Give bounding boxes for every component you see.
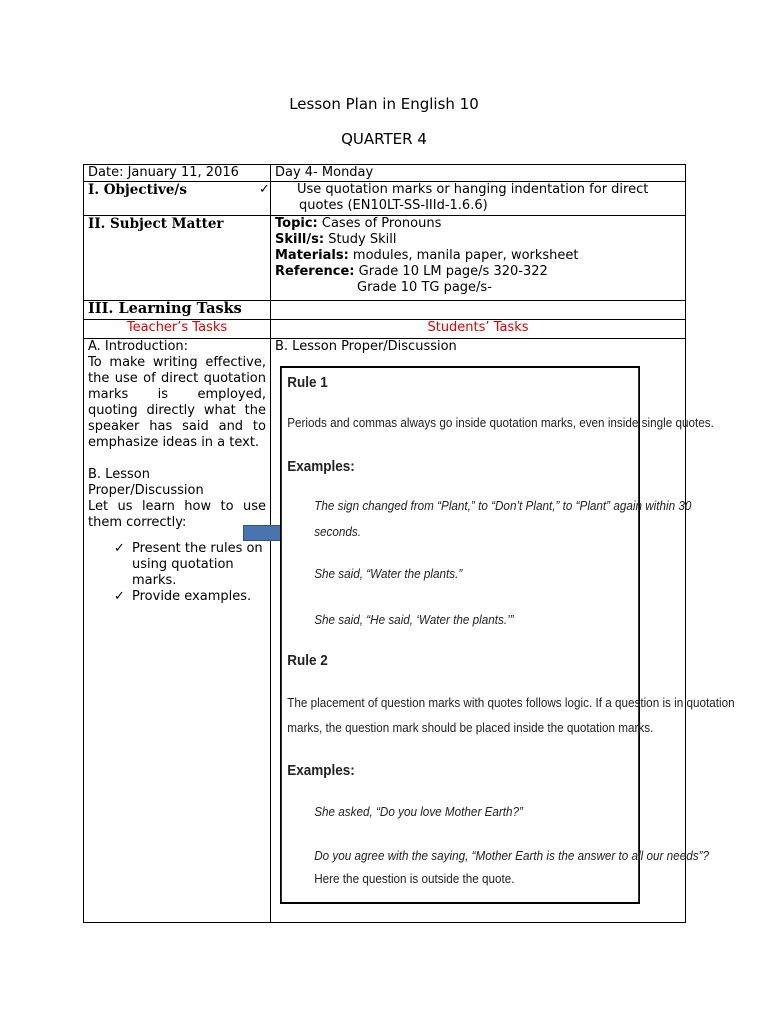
teachers-tasks-header: Teacher’s Tasks [84,320,271,339]
rules-image [280,366,735,904]
intro-heading: A. Introduction: [88,339,189,354]
reference-label: Reference: [275,264,355,279]
lesson-heading-left: B. Lesson Proper/Discussion [88,467,204,498]
learning-tasks-label: III. Learning Tasks [88,300,242,317]
lesson-heading-right: B. Lesson Proper/Discussion [275,339,457,354]
objective-cell [259,182,686,216]
materials-line [275,248,681,264]
task-text: Present the rules on using quotation marks. [132,541,263,588]
rule1-example1-line1: The sign changed from “Plant,” to “Don’t Plant,” to “Plant” again within 30 [314,498,692,513]
check-icon: ✓ [114,589,125,604]
rule2-example2-line1: Do you agree with the saying, “Mother Earth is the answer to all our needs”? [314,848,709,863]
document-title: Lesson Plan in English 10 [289,95,479,113]
objective-text: Use quotation marks or hanging indentation for direct quotes (EN10LT-SS-IIId-1.6.6) [297,182,649,213]
topic-line [275,216,681,232]
reference-value-1: Grade 10 LM page/s 320-322 [358,264,548,279]
rule1-example1-line2: seconds. [314,524,362,539]
rule1-example2: She said, “Water the plants.” [314,566,463,581]
rule1-example3: She said, “He said, ‘Water the plants.’” [314,612,514,627]
task-list [88,541,266,605]
subject-label: II. Subject Matter [88,216,224,232]
learning-tasks-cell [84,301,271,320]
topic-label: Topic: [275,216,318,231]
task-text: Provide examples. [132,589,252,604]
rule1-title: Rule 1 [287,374,328,391]
skill-value: Study Skill [328,232,397,247]
arrow-shape [243,525,281,541]
date-cell: Date: January 11, 2016 [84,165,271,182]
empty-cell [271,301,686,320]
intro-text: To make writing effective, the use of direct quotation marks is employed, quoting directly what the speaker has said and to emphasize ideas in a text. [88,355,266,450]
subject-cell [271,216,686,301]
quarter-title: QUARTER 4 [341,130,427,148]
list-item [114,541,266,589]
rule2-example1: She asked, “Do you love Mother Earth?” [314,804,523,819]
reference-line-2: Grade 10 TG page/s- [357,280,492,295]
rule1-text: Periods and commas always go inside quotation marks, even inside single quotes. [287,415,714,430]
topic-value: Cases of Pronouns [321,216,442,231]
list-item [114,589,266,605]
materials-label: Materials: [275,248,349,263]
day-cell: Day 4- Monday [271,165,686,182]
objective-label-cell [84,182,271,216]
rule2-title: Rule 2 [287,652,328,669]
lesson-text: Let us learn how to use them correctly: [88,499,266,530]
check-icon: ✓ [259,182,270,197]
rule2-text-line2: marks, the question mark should be placed inside the quotation marks. [287,720,654,735]
rule2-text-line1: The placement of question marks with quotes follows logic. If a question is in quotation [287,695,735,710]
objective-label: I. Objective/s [88,182,187,198]
examples-label-2: Examples: [287,762,355,779]
reference-line [275,264,681,280]
skill-line [275,232,681,248]
check-icon: ✓ [114,541,125,556]
subject-label-cell [84,216,271,301]
teacher-tasks-cell [84,339,271,923]
examples-label: Examples: [287,458,355,475]
skill-label: Skill/s: [275,232,325,247]
students-tasks-header: Students’ Tasks [271,320,686,339]
materials-value: modules, manila paper, worksheet [352,248,579,263]
rule2-example2-line2: Here the question is outside the quote. [314,871,515,886]
